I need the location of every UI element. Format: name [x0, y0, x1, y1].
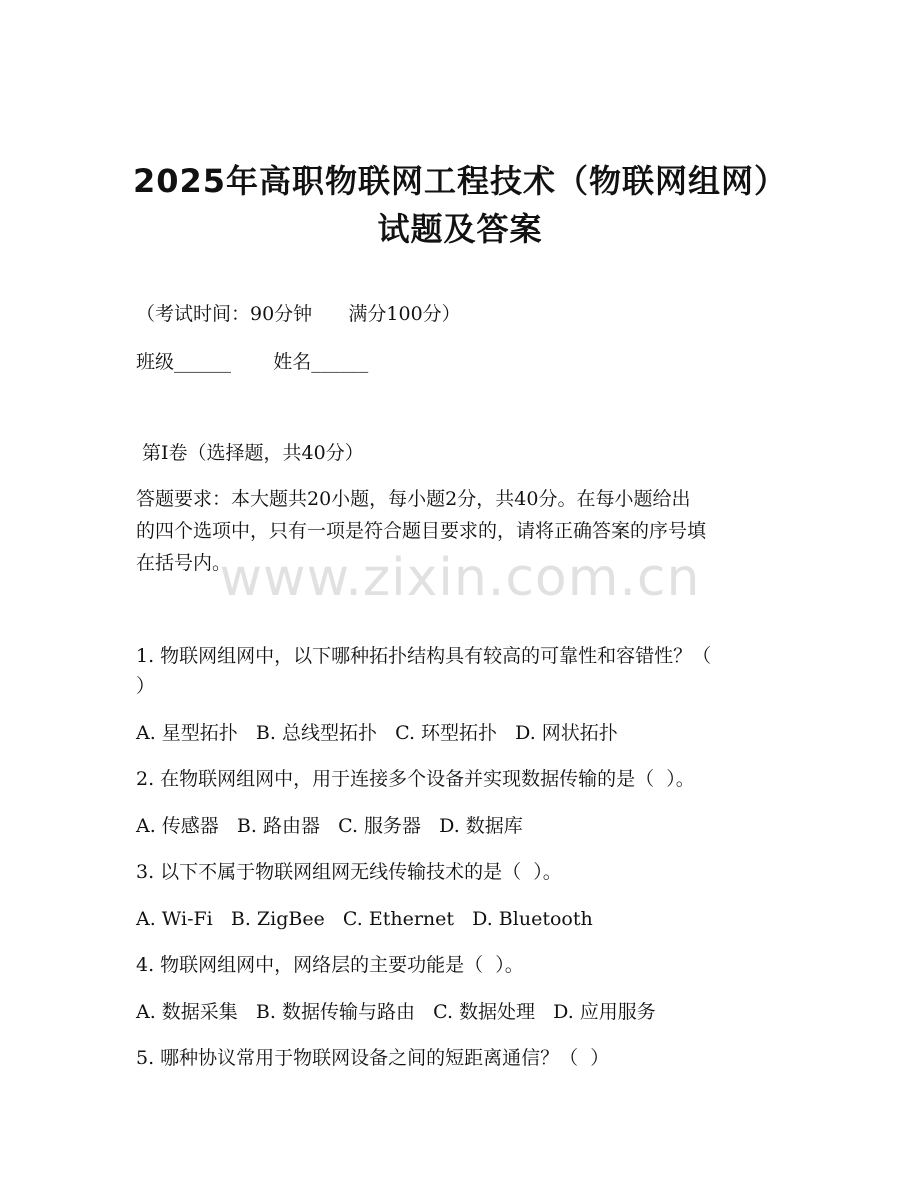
- question-stem: 1. 物联网组网中，以下哪种拓扑结构具有较高的可靠性和容错性？（: [136, 645, 712, 667]
- watermark: www.zixin.com.cn: [219, 548, 701, 608]
- section-title: 第Ⅰ卷（选择题，共40分）: [136, 442, 364, 464]
- question-stem: 2. 在物联网组网中，用于连接多个设备并实现数据传输的是（ ）。: [136, 768, 695, 790]
- document-title-line1: 2025年高职物联网工程技术（物联网组网）: [132, 162, 788, 200]
- question-options: A. 数据采集 B. 数据传输与路由 C. 数据处理 D. 应用服务: [136, 1001, 656, 1023]
- instructions-line: 答题要求：本大题共20小题，每小题2分，共40分。在每小题给出: [136, 488, 691, 510]
- question-stem: 3. 以下不属于物联网组网无线传输技术的是（ ）。: [136, 861, 562, 883]
- question-stem: 5. 哪种协议常用于物联网设备之间的短距离通信？（ ）: [136, 1047, 610, 1069]
- instructions-line: 在括号内。: [136, 552, 232, 574]
- question-options: A. Wi-Fi B. ZigBee C. Ethernet D. Bluetooth: [136, 908, 593, 930]
- question-stem-continued: ）: [136, 675, 156, 697]
- exam-time-info: （考试时间：90分钟 满分100分）: [136, 303, 461, 325]
- instructions-line: 的四个选项中，只有一项是符合题目要求的，请将正确答案的序号填: [136, 520, 707, 542]
- class-name-fields: 班级______ 姓名______: [136, 351, 369, 373]
- document-title-line2: 试题及答案: [377, 210, 543, 248]
- question-options: A. 星型拓扑 B. 总线型拓扑 C. 环型拓扑 D. 网状拓扑: [136, 722, 618, 744]
- question-stem: 4. 物联网组网中，网络层的主要功能是（ ）。: [136, 954, 524, 976]
- question-options: A. 传感器 B. 路由器 C. 服务器 D. 数据库: [136, 815, 523, 837]
